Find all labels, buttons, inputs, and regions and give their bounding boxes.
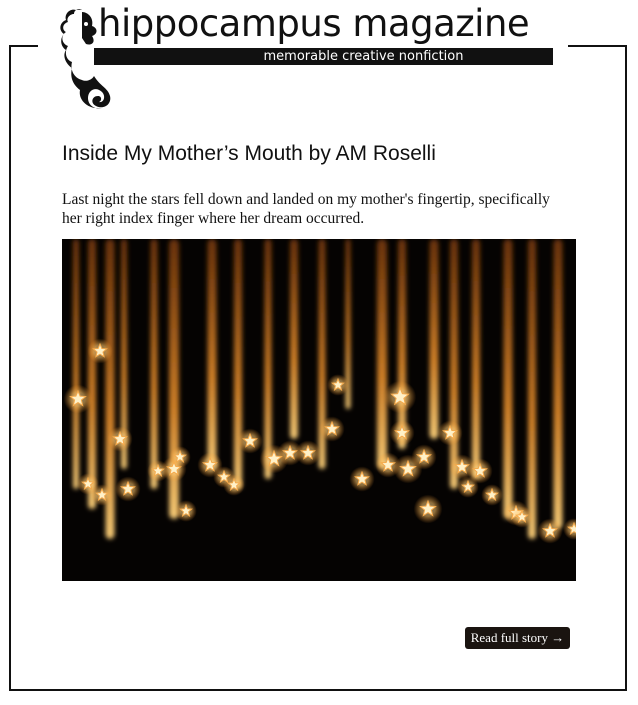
light-streak — [73, 239, 79, 489]
story-excerpt: Last night the stars fell down and landed on my mother's fingertip, specifically her right index finger where her dream occurred. — [62, 191, 550, 227]
magazine-tagline: memorable creative nonfiction — [94, 48, 553, 65]
light-streak — [554, 239, 563, 529]
light-streak — [208, 239, 217, 469]
light-streak — [151, 239, 158, 489]
light-streak — [234, 239, 242, 489]
falling-stars-photo — [62, 239, 576, 581]
light-streak — [377, 239, 387, 469]
light-streak — [398, 239, 406, 449]
light-streak — [472, 239, 480, 479]
light-streak — [290, 239, 298, 439]
falling-stars-image[interactable] — [62, 239, 576, 581]
read-full-story-button[interactable]: Read full story → — [465, 627, 570, 649]
light-streak — [450, 239, 458, 489]
light-streak — [504, 239, 513, 519]
light-streak — [265, 239, 272, 479]
magazine-title[interactable]: hippocampus magazine — [98, 2, 530, 45]
story-title[interactable]: Inside My Mother’s Mouth by AM Roselli — [62, 142, 436, 165]
light-streak — [430, 239, 439, 439]
light-streak — [528, 239, 536, 539]
light-streak — [88, 239, 96, 509]
